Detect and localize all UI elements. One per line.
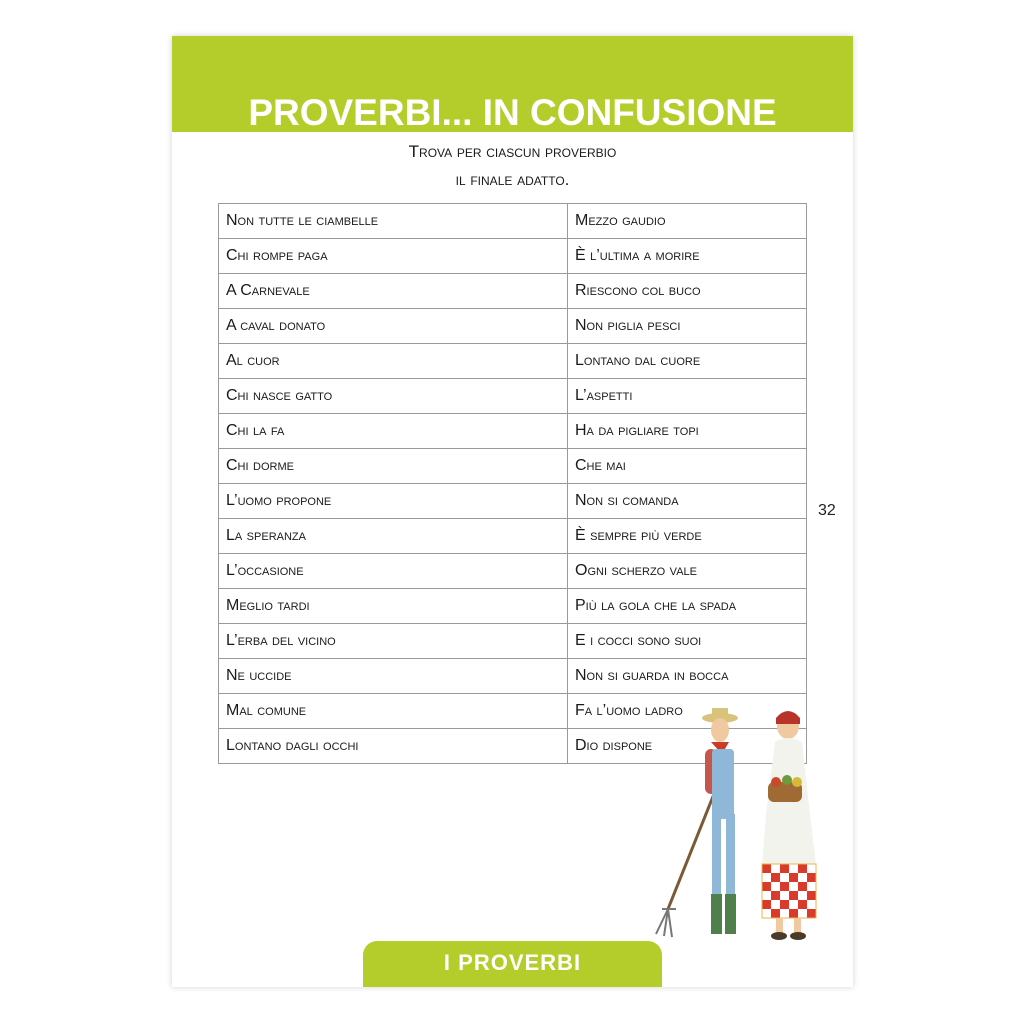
table-row xyxy=(219,589,807,624)
proverb-start-cell: A Carnevale xyxy=(219,274,568,309)
proverb-start-cell: L’occasione xyxy=(219,554,568,589)
proverb-end-cell: È sempre più verde xyxy=(568,519,807,554)
proverb-start-cell: Chi la fa xyxy=(219,414,568,449)
proverb-start-cell: Non tutte le ciambelle xyxy=(219,204,568,239)
proverb-start-cell: Al cuor xyxy=(219,344,568,379)
instruction-line-2: il finale adatto. xyxy=(455,170,570,189)
proverb-end-cell: Ogni scherzo vale xyxy=(568,554,807,589)
proverb-start-cell: A caval donato xyxy=(219,309,568,344)
farmer-couple-illustration xyxy=(650,704,850,944)
proverb-end-cell: Non piglia pesci xyxy=(568,309,807,344)
instructions xyxy=(172,138,853,194)
proverb-end-cell: Riescono col buco xyxy=(568,274,807,309)
proverb-start-cell: Meglio tardi xyxy=(219,589,568,624)
proverb-end-cell: Non si comanda xyxy=(568,484,807,519)
table-row xyxy=(219,344,807,379)
proverbs-table-body xyxy=(219,204,807,764)
proverb-end-cell: Più la gola che la spada xyxy=(568,589,807,624)
proverb-start-cell: L’erba del vicino xyxy=(219,624,568,659)
proverb-end-cell: E i cocci sono suoi xyxy=(568,624,807,659)
instruction-line-1: Trova per ciascun proverbio xyxy=(408,142,617,161)
proverb-end-cell: Che mai xyxy=(568,449,807,484)
table-row xyxy=(219,309,807,344)
table-row xyxy=(219,274,807,309)
table-row xyxy=(219,239,807,274)
proverb-start-cell: Mal comune xyxy=(219,694,568,729)
table-row xyxy=(219,204,807,239)
table-row xyxy=(219,519,807,554)
proverb-start-cell: Lontano dagli occhi xyxy=(219,729,568,764)
proverb-start-cell: La speranza xyxy=(219,519,568,554)
proverb-end-cell: L’aspetti xyxy=(568,379,807,414)
table-row xyxy=(219,379,807,414)
proverb-end-cell: Ha da pigliare topi xyxy=(568,414,807,449)
table-row xyxy=(219,449,807,484)
table-row xyxy=(219,624,807,659)
proverb-end-cell: Dio dispone xyxy=(568,729,807,764)
proverb-start-cell: Chi rompe paga xyxy=(219,239,568,274)
table-row xyxy=(219,484,807,519)
page-number: 32 xyxy=(818,502,836,519)
section-footer-tab: I PROVERBI xyxy=(363,941,662,987)
table-row xyxy=(219,554,807,589)
proverb-end-cell: Mezzo gaudio xyxy=(568,204,807,239)
proverb-end-cell: È l’ultima a morire xyxy=(568,239,807,274)
book-page xyxy=(172,36,853,987)
proverbs-table xyxy=(218,203,807,764)
page-title: PROVERBI... IN CONFUSIONE xyxy=(248,92,777,133)
proverb-start-cell: Ne uccide xyxy=(219,659,568,694)
table-row xyxy=(219,414,807,449)
proverb-start-cell: Chi dorme xyxy=(219,449,568,484)
proverb-start-cell: Chi nasce gatto xyxy=(219,379,568,414)
proverb-end-cell: Fa l’uomo ladro xyxy=(568,694,807,729)
proverb-end-cell: Non si guarda in bocca xyxy=(568,659,807,694)
table-row xyxy=(219,659,807,694)
proverb-end-cell: Lontano dal cuore xyxy=(568,344,807,379)
proverb-start-cell: L’uomo propone xyxy=(219,484,568,519)
